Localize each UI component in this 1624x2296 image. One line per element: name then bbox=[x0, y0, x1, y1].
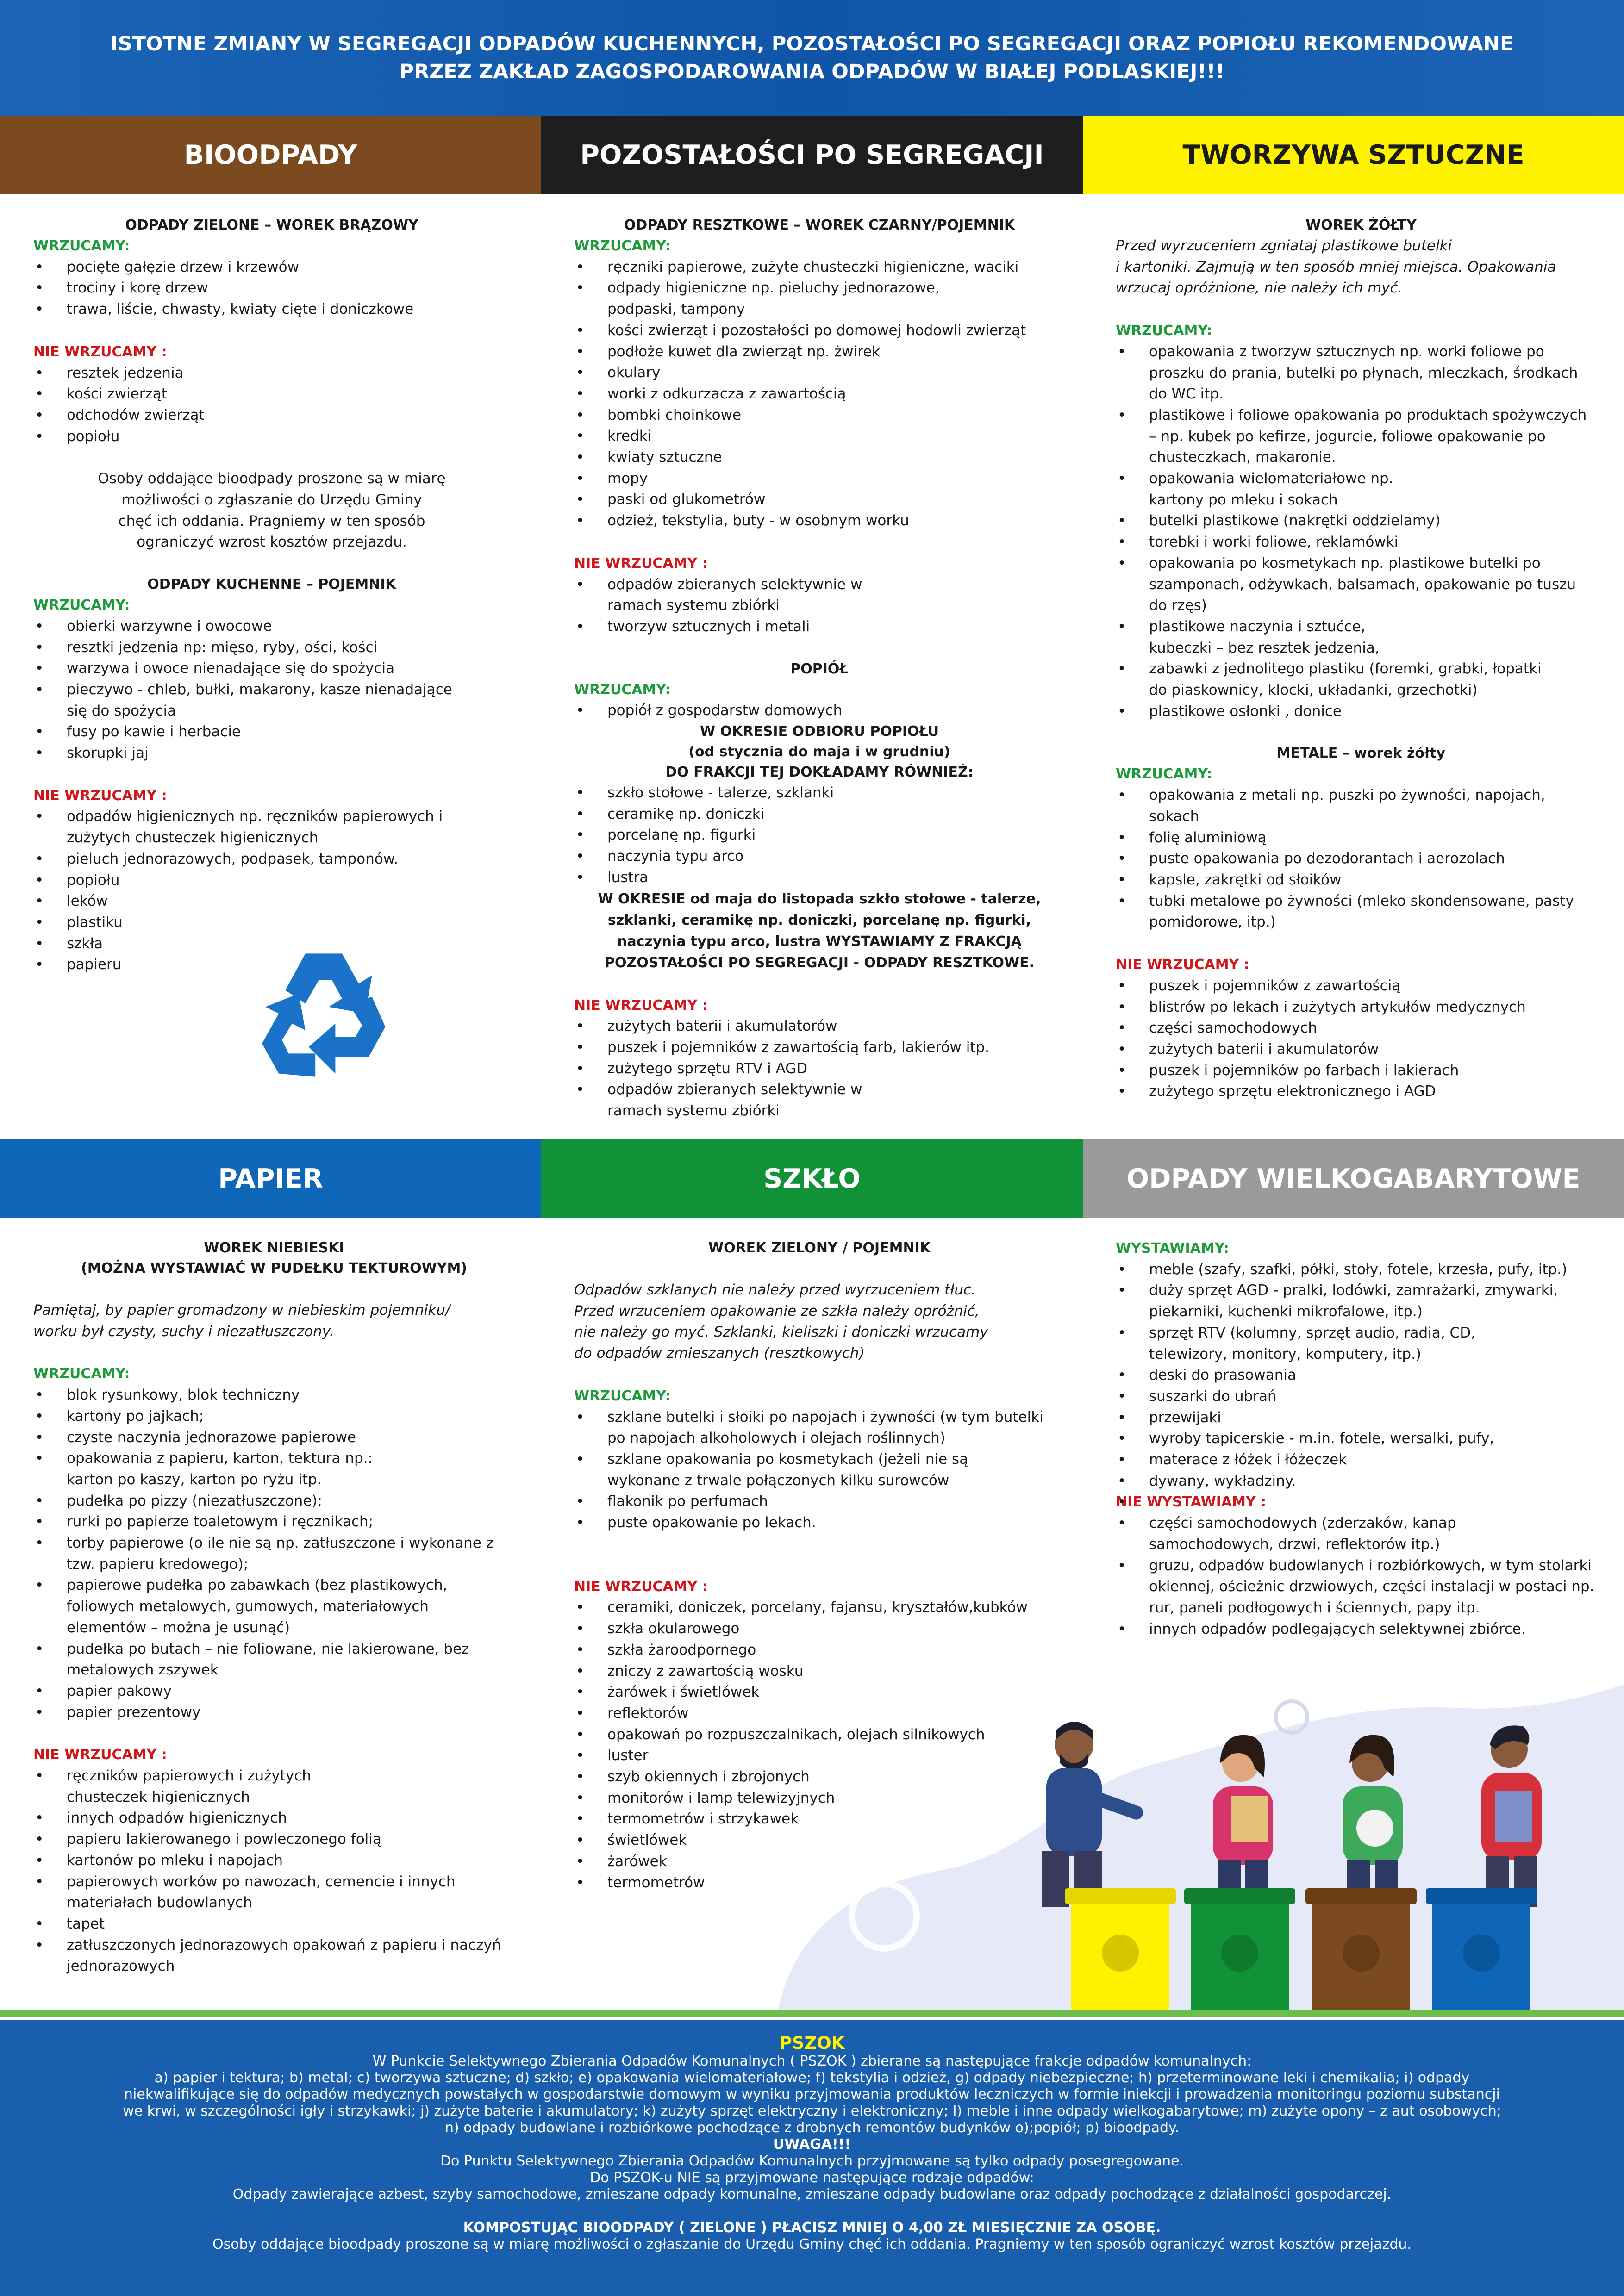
paper-in-label: WRZUCAMY: bbox=[33, 1366, 130, 1382]
person-man-left bbox=[1042, 1722, 1145, 1907]
bio-kitchen-out-label: NIE WRZUCAMY : bbox=[33, 787, 167, 804]
glass-in-label: WRZUCAMY: bbox=[574, 1388, 671, 1404]
bio-column bbox=[33, 215, 510, 976]
list-item: • odpadów zbieranych selektywnie w ramach systemu zbiórki bbox=[607, 1079, 1065, 1121]
list-item: • tubki metalowe po żywności (mleko skondensowane, pasty pomidorowe, itp.) bbox=[1149, 891, 1606, 933]
header-bio: BIOODPADY bbox=[0, 116, 541, 194]
list-item: • naczynia typu arco bbox=[607, 846, 1065, 867]
footer-line: Odpady zawierające azbest, szyby samochodowe, zmieszane odpady komunalne, zmieszane odpady budowlane oraz odpady pochodzące z działalności gospodarczej. bbox=[232, 2186, 1392, 2203]
title-line-2: PRZEZ ZAKŁAD ZAGOSPODAROWANIA ODPADÓW W BIAŁEJ PODLASKIEJ!!! bbox=[399, 60, 1225, 83]
list-item: • lustra bbox=[607, 867, 1065, 889]
footer-pszok bbox=[0, 2020, 1624, 2296]
list-item: • kapsle, zakrętki od słoików bbox=[1149, 870, 1606, 891]
bulky-out-label: NIE WYSTAWIAMY : bbox=[1116, 1494, 1267, 1511]
ash-title: POPIÓŁ bbox=[790, 660, 849, 677]
list-item: • blistrów po lekach i zużytych artykułów medycznych bbox=[1149, 997, 1606, 1018]
list-item: • innych odpadów higienicznych bbox=[67, 1808, 515, 1829]
footer-compost: KOMPOSTUJĄC BIOODPADY ( ZIELONE ) PŁACISZ MNIEJ O 4,00 ZŁ MIESIĘCZNIE ZA OSOBĘ. bbox=[463, 2220, 1161, 2236]
list-item: • paski od glukometrów bbox=[607, 489, 1065, 510]
residual-out-list bbox=[574, 574, 1065, 638]
title-line-1: ISTOTNE ZMIANY W SEGREGACJI ODPADÓW KUCHENNYCH, POZOSTAŁOŚCI PO SEGREGACJI ORAZ POPIOŁU REKOMENDOWANE bbox=[110, 32, 1514, 56]
list-item: • odchodów zwierząt bbox=[67, 405, 510, 426]
list-item: • zużytego sprzętu RTV i AGD bbox=[607, 1058, 1065, 1080]
list-item: • kartony po jajkach; bbox=[67, 1406, 515, 1427]
list-item: • deski do prasowania bbox=[1149, 1365, 1606, 1386]
list-item: • plastikowe osłonki , donice bbox=[1149, 701, 1606, 722]
list-item: • zużytego sprzętu elektronicznego i AGD bbox=[1149, 1081, 1606, 1102]
top-banner bbox=[0, 0, 1624, 116]
bulky-in-list bbox=[1116, 1259, 1606, 1492]
list-item: • części samochodowych (zderzaków, kanap samochodowych, drzwi, reflektorów itp.) bbox=[1149, 1513, 1606, 1555]
list-item: • ręczniki papierowe, zużyte chusteczki higieniczne, waciki bbox=[607, 257, 1065, 278]
list-item: • resztki jedzenia np: mięso, ryby, ości, kości bbox=[67, 637, 510, 659]
list-item: • worki z odkurzacza z zawartością bbox=[607, 384, 1065, 405]
ash-extra-list bbox=[574, 783, 1065, 889]
list-item: • opakowania wielomateriałowe np. kartony po mleku i sokach bbox=[1149, 468, 1606, 510]
footer-line: W Punkcie Selektywnego Zbierania Odpadów Komunalnych ( PSZOK ) zbierane są następujące frakcje odpadów komunalnych: bbox=[372, 2053, 1252, 2069]
list-item: • papierowe pudełka po zabawkach (bez plastikowych, foliowych metalowych, gumowych, materiałowych elementów – można je usunąć) bbox=[67, 1575, 515, 1638]
residual-in-label: WRZUCAMY: bbox=[574, 238, 671, 254]
list-item: • puste opakowanie po lekach. bbox=[607, 1512, 1065, 1534]
list-item: • przewijaki bbox=[1149, 1407, 1606, 1429]
list-item: • gruzu, odpadów budowlanych i rozbiórkowych, w tym stolarki okiennej, ościeżnic drzwiowych, części instalacji w postaci np. rur, paneli podłogowych i ściennych, papy itp. bbox=[1149, 1556, 1606, 1619]
metal-out-list bbox=[1116, 976, 1606, 1102]
list-item: • warzywa i owoce nienadające się do spożycia bbox=[67, 658, 510, 679]
list-item: • kwiaty sztuczne bbox=[607, 447, 1065, 468]
bio-kitchen-title: ODPADY KUCHENNE – POJEMNIK bbox=[147, 576, 396, 593]
list-item: • okulary bbox=[607, 362, 1065, 384]
list-item: • innych odpadów podlegających selektywnej zbiórce. bbox=[1149, 1619, 1606, 1640]
list-item: • puszek i pojemników z zawartością bbox=[1149, 976, 1606, 997]
list-item: • opakowań po rozpuszczalnikach, olejach silnikowych bbox=[607, 1724, 1065, 1746]
list-item: • ręczników papierowych i zużytych chusteczek higienicznych bbox=[67, 1766, 515, 1808]
green-bin bbox=[1184, 1888, 1295, 2013]
list-item: • bombki choinkowe bbox=[607, 405, 1065, 426]
pszok-title: PSZOK bbox=[779, 2033, 845, 2053]
residual-out-label: NIE WRZUCAMY : bbox=[574, 555, 708, 572]
footer-line: we krwi, w szczególności igły i strzykawki; j) zużyte baterie i akumulatory; k) zużyty sprzęt elektryczny i elektroniczny; l) meble i inne odpady wielkogabarytowe; m) zużyte opony – z aut osobowych; bbox=[123, 2103, 1501, 2119]
blue-bin bbox=[1426, 1888, 1537, 2013]
ash-out-list bbox=[574, 1016, 1065, 1122]
list-item: • zatłuszczonych jednorazowych opakowań z papieru i naczyń jednorazowych bbox=[67, 1935, 515, 1977]
residual-in-list bbox=[574, 257, 1065, 532]
paper-intro: Pamiętaj, by papier gromadzony w niebieskim pojemniku/ worku był czysty, suchy i niezatłuszczony. bbox=[33, 1302, 450, 1340]
bins-illustration bbox=[1065, 1884, 1537, 2013]
list-item: • monitorów i lamp telewizyjnych bbox=[607, 1788, 1065, 1809]
list-item: • papier pakowy bbox=[67, 1681, 515, 1702]
bulky-in-label: WYSTAWIAMY: bbox=[1116, 1240, 1229, 1257]
list-item: • plastiku bbox=[67, 912, 510, 933]
list-item: • papieru lakierowanego i powleczonego folią bbox=[67, 1829, 515, 1850]
people-illustration bbox=[991, 1722, 1602, 1907]
list-item: • tapet bbox=[67, 1914, 515, 1935]
bulky-out-list bbox=[1116, 1513, 1606, 1640]
paper-out-label: NIE WRZUCAMY : bbox=[33, 1747, 167, 1763]
list-item: • papier prezentowy bbox=[67, 1702, 515, 1724]
ash-in-label: WRZUCAMY: bbox=[574, 681, 671, 698]
paper-in-list bbox=[33, 1385, 515, 1723]
list-item: • torby papierowe (o ile nie są np. zatłuszczone i wykonane z tzw. papieru kredowego); bbox=[67, 1533, 515, 1575]
header-bulky: ODPADY WIELKOGABARYTOWE bbox=[1083, 1139, 1624, 1218]
footer-attention: UWAGA!!! bbox=[773, 2136, 851, 2153]
list-item: • luster bbox=[607, 1745, 1065, 1767]
list-item: • leków bbox=[67, 891, 510, 912]
bio-green-in-list bbox=[33, 257, 510, 320]
list-item: • puste opakowania po dezodorantach i aerozolach bbox=[1149, 848, 1606, 870]
list-item: • sprzęt RTV (kolumny, sprzęt audio, radia, CD, telewizory, monitory, komputery, itp.) bbox=[1149, 1323, 1606, 1365]
header-residual: POZOSTAŁOŚCI PO SEGREGACJI bbox=[541, 116, 1083, 194]
recycle-icon bbox=[241, 930, 417, 1097]
list-item: • kredki bbox=[607, 426, 1065, 447]
plastic-in-label: WRZUCAMY: bbox=[1116, 323, 1212, 339]
list-item: • skorupki jaj bbox=[67, 743, 510, 764]
list-item: • trawa, liście, chwasty, kwiaty cięte i doniczkowe bbox=[67, 299, 510, 320]
list-item: • części samochodowych bbox=[1149, 1018, 1606, 1039]
list-item: • termometrów bbox=[607, 1873, 1065, 1894]
list-item: • szklane opakowania po kosmetykach (jeżeli nie są wykonane z trwale połączonych kilku surowców bbox=[607, 1449, 1065, 1491]
list-item: • odpadów higienicznych np. ręczników papierowych i zużytych chusteczek higienicznych bbox=[67, 806, 510, 848]
list-item: • plastikowe naczynia i sztućce, kubeczki – bez resztek jedzenia, bbox=[1149, 616, 1606, 659]
bio-green-in-label: WRZUCAMY: bbox=[33, 238, 130, 254]
bio-kitchen-in-list bbox=[33, 616, 510, 764]
list-item: • szkła okularowego bbox=[607, 1618, 1065, 1640]
list-item: • blok rysunkowy, blok techniczny bbox=[67, 1385, 515, 1406]
list-item: • tworzyw sztucznych i metali bbox=[607, 616, 1065, 638]
metal-in-label: WRZUCAMY: bbox=[1116, 766, 1212, 783]
ash-out-label: NIE WRZUCAMY : bbox=[574, 997, 708, 1014]
list-item: • obierki warzywne i owocowe bbox=[67, 616, 510, 637]
plastic-title: WOREK ŻÓŁTY bbox=[1305, 217, 1417, 233]
list-item: • szkła bbox=[67, 933, 510, 955]
plastic-intro: Przed wyrzuceniem zgniataj plastikowe butelki i kartoniki. Zajmują w ten sposób mniej miejsca. Opakowania wrzucaj opróżnione, nie należy ich myć. bbox=[1116, 237, 1556, 297]
list-item: • materace z łóżek i łóżeczek bbox=[1149, 1450, 1606, 1471]
list-item: • papierowych worków po nawozach, cemencie i innych materiałach budowlanych bbox=[67, 1872, 515, 1914]
ash-in-list bbox=[574, 700, 1065, 722]
list-item: • butelki plastikowe (nakrętki oddzielamy) bbox=[1149, 510, 1606, 532]
list-item: • folię aluminiową bbox=[1149, 828, 1606, 849]
list-item: • podłoże kuwet dla zwierząt np. żwirek bbox=[607, 342, 1065, 363]
list-item: • suszarki do ubrań bbox=[1149, 1386, 1606, 1407]
bio-green-out-label: NIE WRZUCAMY : bbox=[33, 343, 167, 360]
list-item: • pudełka po butach – nie foliowane, nie lakierowane, bez metalowych zszywek bbox=[67, 1639, 515, 1681]
list-item: • zużytych baterii i akumulatorów bbox=[1149, 1039, 1606, 1060]
list-item: • plastikowe i foliowe opakowania po produktach spożywczych – np. kubek po kefirze, jogurcie, foliowe opakowanie po chusteczkach, makaronie. bbox=[1149, 405, 1606, 468]
person-woman-middle-right bbox=[1343, 1735, 1403, 1907]
list-item: • odzież, tekstylia, buty - w osobnym worku bbox=[607, 510, 1065, 532]
list-item: • ceramiki, doniczek, porcelany, fajansu, kryształów,kubków bbox=[607, 1597, 1065, 1618]
list-item: • kości zwierząt bbox=[67, 384, 510, 405]
list-item: • opakowania po kosmetykach np. plastikowe butelki po szamponach, odżywkach, balsamach, opakowanie po tuszu do rzęs) bbox=[1149, 553, 1606, 616]
list-item: • zużytych baterii i akumulatorów bbox=[607, 1016, 1065, 1037]
list-item: • pudełka po pizzy (niezatłuszczone); bbox=[67, 1491, 515, 1512]
list-item: • wyroby tapicerskie - m.in. fotele, wersalki, pufy, bbox=[1149, 1428, 1606, 1450]
list-item: • pieluch jednorazowych, podpasek, tamponów. bbox=[67, 849, 510, 870]
list-item: • ceramikę np. doniczki bbox=[607, 804, 1065, 825]
list-item: • opakowania z tworzyw sztucznych np. worki foliowe po proszku do prania, butelki po płynach, mleczkach, środkach do WC itp. bbox=[1149, 342, 1606, 405]
yellow-bin bbox=[1065, 1888, 1176, 2013]
residual-column bbox=[574, 215, 1065, 1122]
list-item: • trociny i korę drzew bbox=[67, 278, 510, 299]
list-item: • puszek i pojemników z zawartością farb, lakierów itp. bbox=[607, 1037, 1065, 1058]
glass-in-list bbox=[574, 1407, 1065, 1534]
glass-title: WOREK ZIELONY / POJEMNIK bbox=[708, 1240, 931, 1256]
plastic-column bbox=[1116, 215, 1606, 1102]
metal-out-label: NIE WRZUCAMY : bbox=[1116, 957, 1249, 973]
list-item: • mopy bbox=[607, 468, 1065, 490]
bio-kitchen-in-label: WRZUCAMY: bbox=[33, 597, 130, 614]
footer-line: a) papier i tektura; b) metal; c) tworzywa sztuczne; d) szkło; e) opakowania wielomateriałowe; f) tekstylia i odzież, g) odpady niebezpieczne; h) przeterminowane leki i chemikalia; i) odpady bbox=[154, 2070, 1470, 2086]
list-item: • kości zwierząt i pozostałości po domowej hodowli zwierząt bbox=[607, 320, 1065, 342]
glass-intro: Odpadów szklanych nie należy przed wyrzuceniem tłuc. Przed wrzuceniem opakowanie ze szkła należy opróżnić, nie należy go myć. Szklanki, kieliszki i doniczki wrzucamy do odpadów zmieszanych (resztkowych) bbox=[574, 1282, 988, 1362]
residual-title: ODPADY RESZTKOWE – WOREK CZARNY/POJEMNIK bbox=[624, 217, 1015, 233]
list-item: • świetlówek bbox=[607, 1830, 1065, 1851]
list-item: • kartonów po mleku i napojach bbox=[67, 1850, 515, 1872]
list-item: • porcelanę np. figurki bbox=[607, 825, 1065, 846]
bio-green-out-list bbox=[33, 363, 510, 448]
list-item: • puszek i pojemników po farbach i lakierach bbox=[1149, 1060, 1606, 1082]
list-item: • opakowania z papieru, karton, tektura np.: karton po kaszy, karton po ryżu itp. bbox=[67, 1448, 515, 1490]
list-item: • flakonik po perfumach bbox=[607, 1491, 1065, 1512]
list-item: • zabawki z jednolitego plastiku (foremki, grabki, łopatki do piaskownicy, klocki, układanki, grzechotki) bbox=[1149, 659, 1606, 701]
list-item: • reflektorów bbox=[607, 1703, 1065, 1724]
brown-bin bbox=[1305, 1888, 1417, 2013]
list-item: • fusy po kawie i herbacie bbox=[67, 722, 510, 743]
plastic-in-list bbox=[1116, 342, 1606, 722]
list-item: • popiołu bbox=[67, 426, 510, 448]
bulky-column bbox=[1116, 1238, 1606, 1640]
bio-green-title: ODPADY ZIELONE – WOREK BRĄZOWY bbox=[125, 217, 418, 233]
footer-line: Do Punktu Selektywnego Zbierania Odpadów Komunalnych przyjmowane są tylko odpady posegregowane. bbox=[440, 2153, 1184, 2169]
person-woman-middle-left bbox=[1213, 1735, 1273, 1907]
bio-note: Osoby oddające bioodpady proszone są w miarę możliwości o zgłaszanie do Urzędu Gminy chęć ich oddania. Pragniemy w ten sposób ograniczyć wzrost kosztów przejazdu. bbox=[98, 470, 446, 551]
list-item: • papieru bbox=[67, 954, 510, 976]
person-man-right bbox=[1481, 1725, 1542, 1907]
list-item: • pocięte gałęzie drzew i krzewów bbox=[67, 257, 510, 278]
list-item: • zniczy z zawartością wosku bbox=[607, 1661, 1065, 1682]
header-glass: SZKŁO bbox=[541, 1139, 1083, 1218]
page-title bbox=[71, 30, 1553, 86]
header-paper: PAPIER bbox=[0, 1139, 541, 1218]
list-item: • żarówek bbox=[607, 1851, 1065, 1873]
ash-summer-note: W OKRESIE od maja do listopada szkło stołowe - talerze, szklanki, ceramikę np. doniczki, porcelanę np. figurki, naczynia typu arco, lustra WYSTAWIAMY Z FRAKCJĄ POZOSTAŁOŚCI PO SEGREGACJI - ODPADY RESZTKOWE. bbox=[598, 890, 1041, 971]
footer-line: niekwalifikujące się do odpadów medycznych powstałych w gospodarstwie domowym w wyniku przyjmowania produktów leczniczych w formie iniekcji i prowadzenia monitoringu poziomu substancji bbox=[124, 2086, 1500, 2103]
list-item: • popiół z gospodarstw domowych bbox=[607, 700, 1065, 722]
glass-out-label: NIE WRZUCAMY : bbox=[574, 1578, 708, 1595]
list-item: • szkło stołowe - talerze, szklanki bbox=[607, 783, 1065, 804]
list-item: • rurki po papierze toaletowym i ręcznikach; bbox=[67, 1512, 515, 1533]
list-item: • popiołu bbox=[67, 870, 510, 891]
list-item: • duży sprzęt AGD - pralki, lodówki, zamrażarki, zmywarki, piekarniki, kuchenki mikrofalowe, itp.) bbox=[1149, 1280, 1606, 1322]
paper-out-list bbox=[33, 1766, 515, 1977]
list-item: • odpadów zbieranych selektywnie w ramach systemu zbiórki bbox=[607, 574, 1065, 616]
list-item: • pieczywo - chleb, bułki, makarony, kasze nienadające się do spożycia bbox=[67, 679, 510, 722]
list-item: • torebki i worki foliowe, reklamówki bbox=[1149, 532, 1606, 553]
list-item: • szklane butelki i słoiki po napojach i żywności (w tym butelki po napojach alkoholowych i olejach roślinnych) bbox=[607, 1407, 1065, 1449]
list-item: • opakowania z metali np. puszki po żywności, napojach, sokach bbox=[1149, 785, 1606, 827]
paper-title: WOREK NIEBIESKI (MOŻNA WYSTAWIAĆ W PUDEŁKU TEKTUROWYM) bbox=[81, 1240, 468, 1276]
ash-period: W OKRESIE ODBIORU POPIOŁU (od stycznia do maja i w grudniu) DO FRAKCJI TEJ DOKŁADAMY RÓWNIEŻ: bbox=[665, 723, 974, 781]
footer-line: n) odpady budowlane i rozbiórkowe pochodzące z drobnych remontów budynków o);popiół; p) bioodpady. bbox=[444, 2120, 1180, 2136]
list-item: • dywany, wykładziny. bbox=[1149, 1471, 1606, 1492]
footer-divider bbox=[0, 2010, 1624, 2017]
list-item: • żarówek i świetlówek bbox=[607, 1682, 1065, 1703]
list-item: • meble (szafy, szafki, półki, stoły, fotele, krzesła, pufy, itp.) bbox=[1149, 1259, 1606, 1281]
list-item: • resztek jedzenia bbox=[67, 363, 510, 384]
metal-title: METALE – worek żółty bbox=[1276, 745, 1446, 762]
list-item: • czyste naczynia jednorazowe papierowe bbox=[67, 1427, 515, 1449]
header-plastic: TWORZYWA SZTUCZNE bbox=[1083, 116, 1624, 194]
metal-in-list bbox=[1116, 785, 1606, 933]
list-item: • termometrów i strzykawek bbox=[607, 1809, 1065, 1830]
paper-column bbox=[33, 1238, 515, 1977]
list-item: • odpady higieniczne np. pieluchy jednorazowe, podpaski, tampony bbox=[607, 278, 1065, 320]
footer-line: Osoby oddające bioodpady proszone są w miarę możliwości o zgłaszanie do Urzędu Gminy chęć ich oddania. Pragniemy w ten sposób ograniczyć wzrost kosztów przejazdu. bbox=[212, 2236, 1412, 2252]
list-item: • szkła żaroodpornego bbox=[607, 1640, 1065, 1661]
footer-line: Do PSZOK-u NIE są przyjmowane następujące rodzaje odpadów: bbox=[590, 2170, 1034, 2186]
list-item: • szyb okiennych i zbrojonych bbox=[607, 1767, 1065, 1788]
